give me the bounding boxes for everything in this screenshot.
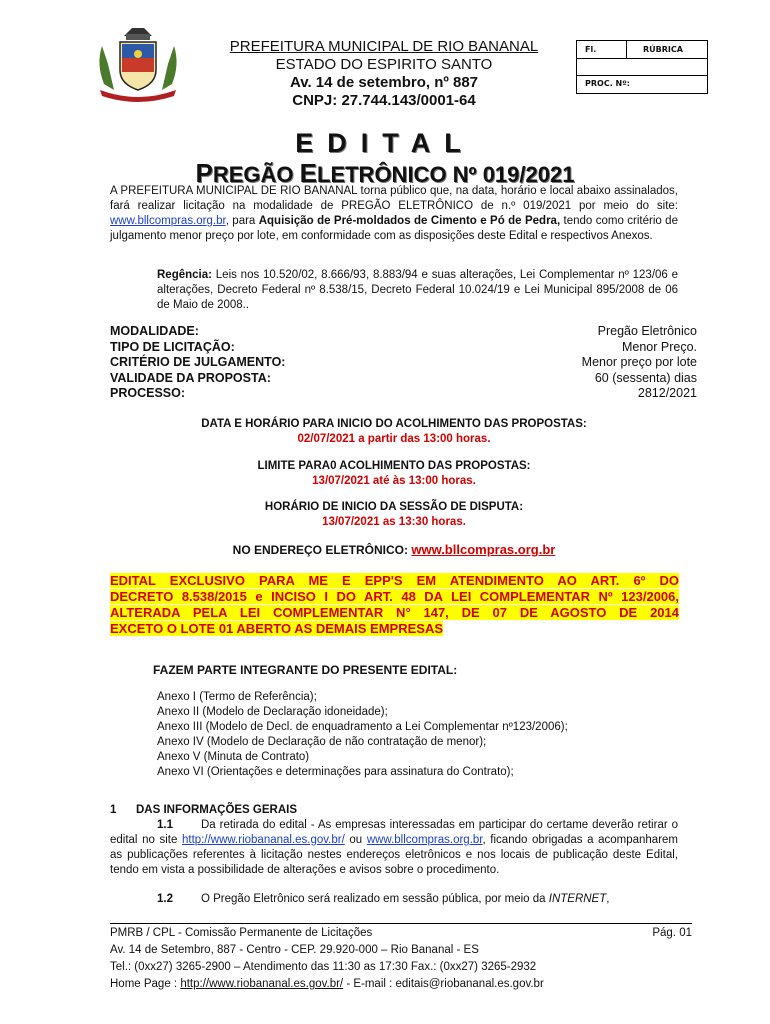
label-tipo: TIPO DE LICITAÇÃO: [110, 339, 235, 354]
anexo-item: Anexo VI (Orientações e determinações para assinatura do Contrato); [157, 766, 514, 778]
modalidade-labels [110, 324, 285, 402]
limite-value: 13/07/2021 até às 13:00 horas. [312, 475, 476, 487]
value-modalidade: Pregão Eletrônico [597, 324, 697, 338]
homepage-link[interactable]: http://www.riobananal.es.gov.br/ [180, 978, 344, 990]
footer-contacts: Home Page : http://www.riobananal.es.gov.br/ - E-mail : editais@riobananal.es.gov.br [110, 978, 544, 990]
edital-title: EDITAL [295, 128, 475, 158]
document-footer [110, 925, 692, 993]
value-processo: 2812/2021 [637, 386, 697, 401]
regencia-paragraph: Regência: Leis nos 10.520/02, 8.666/93, 8.883/94 e suas alterações, Lei Complementar nº 123/06 e alterações, Decreto Federal nº 8.538/15, Decreto Federal 10.024/19 e Lei Municipal 895/2008 de 06 de Maio de 2008.. [157, 269, 678, 311]
stamp-fl: Fl. [585, 45, 597, 54]
section-1 [110, 803, 678, 907]
address: Av. 14 de setembro, nº 887 [289, 74, 479, 91]
inicio-block [110, 417, 678, 447]
value-tipo: Menor Preço. [621, 339, 697, 354]
value-validade: 60 (sessenta) dias [594, 370, 697, 385]
document-header [196, 38, 572, 110]
anexo-item: Anexo III (Modelo de Decl. de enquadramento a Lei Complementar nº123/2006); [157, 721, 568, 733]
endereco-block: NO ENDEREÇO ELETRÔNICO: www.bllcompras.org.br [232, 542, 556, 557]
paragraph-1-1: 1.1 Da retirada do edital - As empresas interessadas em participar do certame deverão retirar o edital no site http://www.riobananal.es.gov.br/ ou www.bllcompras.org.br, ficando obrigadas a acompanharem as publicações referentes à licitação nestes endereços eletrônicos e nos locais de publicação deste Edital, tendo em vista a possibilidade de alterações e avisos sobre o procedimento. [110, 819, 679, 876]
label-modalidade: MODALIDADE: [110, 324, 199, 338]
cnpj: CNPJ: 27.744.143/0001-64 [292, 92, 476, 109]
inicio-label: DATA E HORÁRIO PARA INICIO DO ACOLHIMENTO DAS PROPOSTAS: [201, 418, 587, 430]
municipality-name: PREFEITURA MUNICIPAL DE RIO BANANAL [229, 38, 539, 55]
fazem-parte-heading: FAZEM PARTE INTEGRANTE DO PRESENTE EDITAL: [153, 663, 458, 677]
value-criterio: Menor preço por lote [581, 355, 697, 370]
endereco-link[interactable]: www.bllcompras.org.br [411, 542, 556, 557]
modalidade-values [470, 324, 697, 402]
inicio-value: 02/07/2021 a partir das 13:00 horas. [297, 433, 491, 445]
footer-commission: PMRB / CPL - Comissão Permanente de Licitações [110, 927, 373, 939]
intro-paragraph: A PREFEITURA MUNICIPAL DE RIO BANANAL torna público que, na data, horário e local abaixo assinalados, fará realizar licitação na modalidade de PREGÃO ELETRÔNICO de n.º 019/2021 por meio do site: www.bllcompras.org.br, para Aquisição de Pré-moldados de Cimento e Pó de Pedra, tendo como critério de julgamento menor preço por lote, em conformidade com as disposições deste Edital e respectivos Anexos. [110, 185, 678, 242]
anexo-item: Anexo V (Minuta de Contrato) [157, 751, 310, 763]
footer-divider [110, 923, 692, 924]
anexo-item: Anexo I (Termo de Referência); [157, 691, 317, 703]
paragraph-1-2: 1.2 O Pregão Eletrônico será realizado em sessão pública, por meio da INTERNET, [157, 893, 610, 905]
section-1-heading: 1 DAS INFORMAÇÕES GERAIS [110, 804, 298, 816]
label-processo: PROCESSO: [110, 386, 186, 401]
object-text: Aquisição de Pré-moldados de Cimento e Pó de Pedra, [258, 215, 561, 227]
sessao-label: HORÁRIO DE INICIO DA SESSÃO DE DISPUTA: [264, 501, 524, 513]
state-name: ESTADO DO ESPIRITO SANTO [275, 56, 493, 73]
page-number: Pág. 01 [652, 927, 692, 939]
sessao-block [110, 500, 678, 530]
footer-phones: Tel.: (0xx27) 3265-2900 – Atendimento das 11:30 as 17:30 Fax.: (0xx27) 3265-2932 [110, 961, 537, 973]
pregao-title: PREGÃO ELETRÔNICO Nº 019/2021 [195, 158, 575, 188]
rubrica-stamp-box [576, 40, 708, 94]
limite-label: LIMITE PARA0 ACOLHIMENTO DAS PROPOSTAS: [257, 460, 531, 472]
label-criterio: CRITÉRIO DE JULGAMENTO: [110, 355, 286, 370]
stamp-rubrica: RÚBRICA [643, 45, 683, 54]
bllcompras-link[interactable]: www.bllcompras.org.br [110, 215, 226, 227]
sessao-value: 13/07/2021 as 13:30 horas. [322, 516, 466, 528]
limite-block [110, 459, 678, 489]
exclusivo-notice: EDITAL EXCLUSIVO PARA ME E EPP'S EM ATENDIMENTO AO ART. 6º DO DECRETO 8.538/2015 e INCISO I DO ART. 48 DA LEI COMPLEMENTAR Nº 123/2006, ALTERADA PELA LEI COMPLEMENTAR N° 147, DE 07 DE AGOSTO DE 2014 EXCETO O LOTE 01 ABERTO AS DEMAIS EMPRESAS [110, 573, 679, 636]
bllcompras-link-2[interactable]: www.bllcompras.org.br [366, 834, 483, 846]
label-validade: VALIDADE DA PROPOSTA: [110, 370, 271, 385]
stamp-proc: PROC. Nº: [585, 79, 630, 88]
coat-of-arms-logo [94, 24, 182, 102]
anexos-list [157, 690, 568, 780]
anexo-item: Anexo II (Modelo de Declaração idoneidade); [157, 706, 388, 718]
footer-address: Av. 14 de Setembro, 887 - Centro - CEP. 29.920-000 – Rio Bananal - ES [110, 944, 479, 956]
anexo-item: Anexo IV (Modelo de Declaração de não contratação de menor); [157, 736, 487, 748]
riobananal-link[interactable]: http://www.riobananal.es.gov.br/ [182, 834, 345, 846]
